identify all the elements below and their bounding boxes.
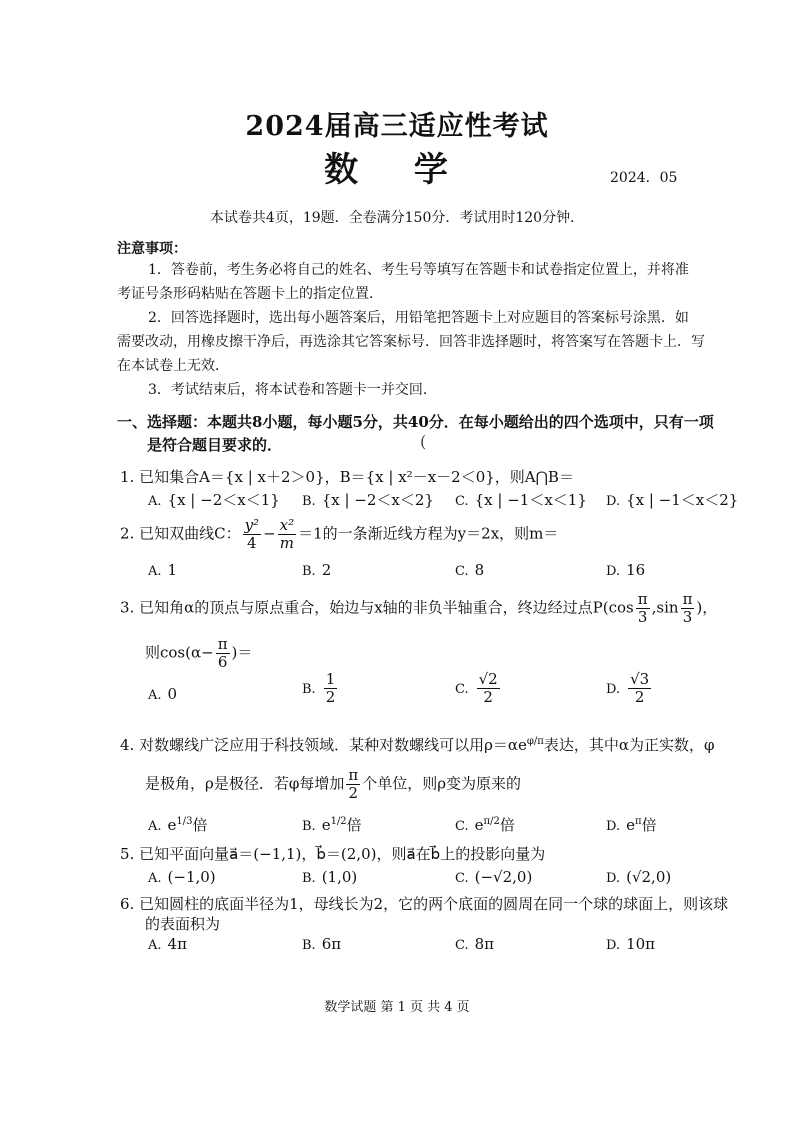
option-a[interactable]: A. 1 (148, 561, 178, 579)
exam-title: 2024届高三适应性考试 (245, 111, 549, 142)
exam-info: 本试卷共4页，19题．全卷满分150分．考试用时120分钟． (209, 210, 585, 226)
note-line: 1．答卷前，考生务必将自己的姓名、考生号等填写在答题卡和试卷指定位置上，并将准 (148, 262, 689, 278)
option-b[interactable]: B. 2 (302, 561, 332, 579)
option-d[interactable]: D. 16 (606, 561, 646, 579)
fraction: $\frac{\pi}{2}$ (348, 766, 359, 802)
option-c[interactable]: C. {x | −1＜x＜1} (455, 491, 587, 509)
option-d[interactable]: D. 10π (606, 935, 656, 953)
option-d[interactable]: D. {x | −1＜x＜2} (606, 491, 739, 509)
fraction: $\frac{\text{x²}}{m}$ (279, 516, 295, 552)
note-line: 考证号条形码粘贴在答题卡上的指定位置． (117, 286, 383, 302)
question-3: 3. 已知角α的顶点与原点重合，始边与x轴的非负半轴重合，终边经过点P(cos $\frac{\pi}{3}$ ,sin $\frac{\pi}{3}$ )， (120, 590, 718, 626)
option-d[interactable]: D. $\frac{√3}{2}$ (606, 670, 650, 706)
exam-date: 2024．05 (610, 170, 678, 186)
option-c[interactable]: C. 8π (455, 935, 495, 953)
question-2: 2. 已知双曲线C： $\frac{\text{y²}}{4}$ − $\frac{\text{x²}}{m}$ ＝1的一条渐近线方程为y＝2x，则m＝ (120, 516, 559, 552)
fraction: $\frac{\pi}{6}$ (217, 635, 228, 671)
stray-mark: ( (420, 432, 427, 451)
option-a[interactable]: A. {x | −2＜x＜1} (148, 491, 280, 509)
option-c[interactable]: C. (−√2,0) (455, 868, 533, 886)
note-line: 在本试卷上无效． (117, 358, 229, 374)
option-b[interactable]: B. (1,0) (302, 868, 358, 886)
question-4-cont: 是极角，ρ是极径．若φ每增加 $\frac{\pi}{2}$ 个单位，则ρ变为原来的 (145, 766, 522, 802)
question-number: 6. (120, 895, 135, 913)
question-3-cont: 则cos(α− $\frac{\pi}{6}$ )＝ (145, 635, 253, 671)
option-a[interactable]: A. (−1,0) (148, 868, 216, 886)
question-text: 已知集合A＝{x | x＋2＞0}，B＝{x | x²－x－2＜0}，则A⋂B＝ (139, 468, 574, 486)
note-line: 2．回答选择题时，选出每小题答案后，用铅笔把答题卡上对应题目的答案标号涂黑．如 (148, 310, 689, 326)
option-d[interactable]: D. $e^\pi$倍 (606, 816, 657, 834)
option-b[interactable]: B. $\frac{1}{2}$ (302, 670, 336, 706)
note-line: 3．考试结束后，将本试卷和答题卡一并交回． (148, 382, 437, 398)
option-b[interactable]: B. 6π (302, 935, 342, 953)
option-c[interactable]: C. $e^{\pi/2}$倍 (455, 816, 515, 834)
section-heading: 一、选择题：本题共8小题，每小题5分，共40分．在每小题给出的四个选项中，只有一项 (117, 413, 714, 431)
question-1 (120, 466, 574, 487)
subject-title: 数 学 (324, 150, 470, 190)
option-d[interactable]: D. (√2,0) (606, 868, 672, 886)
page-footer: 数学试题 第 1 页 共 4 页 (324, 1000, 470, 1015)
option-b[interactable]: B. $e^{1/2}$倍 (302, 816, 362, 834)
option-a[interactable]: A. 4π (148, 935, 187, 953)
section-heading-cont: 是符合题目要求的． (147, 436, 283, 454)
option-a[interactable]: A. $e^{1/3}$倍 (148, 816, 208, 834)
fraction: $\frac{\text{y²}}{4}$ (244, 516, 260, 552)
option-c[interactable]: C. 8 (455, 561, 485, 579)
question-number: 5. (120, 845, 135, 863)
notes-heading: 注意事项： (117, 241, 187, 257)
note-line: 需要改动，用橡皮擦干净后，再选涂其它答案标号．回答非选择题时，将答案写在答题卡上．写 (117, 334, 705, 350)
question-number: 2. (120, 524, 135, 543)
fraction: $\frac{\pi}{3}$ (637, 590, 648, 626)
question-6: 6. 已知圆柱的底面半径为1，母线长为2，它的两个底面的圆周在同一个球的球面上，则该球 (120, 895, 729, 913)
option-a[interactable]: A. 0 (148, 685, 178, 703)
question-4: 4. 对数螺线广泛应用于科技领域．某种对数螺线可以用$\rho=\alpha e^{\varphi/\pi}$表达，其中α为正实数，φ (120, 736, 715, 754)
question-number: 4. (120, 736, 135, 754)
question-6-cont: 的表面积为 (145, 915, 221, 933)
question-5: 5. 已知平面向量a⃗＝(−1,1)，b⃗＝(2,0)，则a⃗在b⃗上的投影向量为 (120, 845, 546, 863)
option-c[interactable]: C. $\frac{√2}{2}$ (455, 670, 498, 706)
question-number: 3. (120, 598, 135, 617)
question-number: 1. (120, 468, 135, 486)
option-b[interactable]: B. {x | −2＜x＜2} (302, 491, 434, 509)
fraction: $\frac{\pi}{3}$ (682, 590, 693, 626)
